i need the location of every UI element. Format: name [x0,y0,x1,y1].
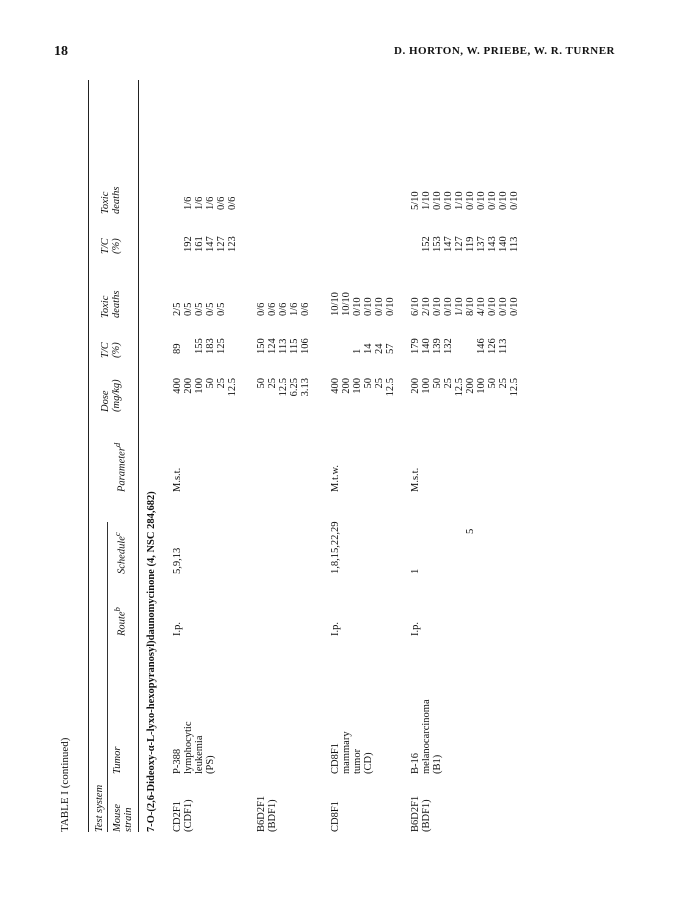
cell-strain: CD8F1 [330,801,341,832]
cell-toxic2: 1/10 [421,191,432,210]
cell-toxic1: 0/10 [487,297,498,316]
cell-toxic1: 0/5 [205,302,216,316]
cell-toxic2: 1/10 [454,191,465,210]
header-tc-2: T/C (%) [100,238,122,254]
cell-strain: B6D2F1 [256,795,267,832]
cell-tumor: lymphocytic [183,721,194,774]
cell-toxic1: 0/6 [278,302,289,316]
cell-toxic2: 0/10 [509,191,520,210]
cell-toxic2: 0/10 [498,191,509,210]
cell-tc2: 113 [509,236,520,252]
cell-tc1: 139 [432,338,443,354]
cell-dose: 100 [352,378,363,394]
header-dose: Dose (mg/kg) [100,379,122,412]
cell-tumor: (CD) [363,752,374,774]
cell-tumor: (B1) [432,754,443,774]
cell-toxic2: 0/10 [465,191,476,210]
cell-toxic1: 0/10 [385,297,396,316]
cell-dose: 12.5 [509,378,520,397]
cell-dose: 12.5 [454,378,465,397]
cell-tc2: 123 [227,236,238,252]
cell-tc1: 1 [352,348,363,354]
cell-strain: B6D2F1 [410,795,421,832]
cell-parameter: M.t.w. [330,464,341,492]
cell-toxic2: 0/10 [476,191,487,210]
cell-dose: 50 [205,378,216,389]
cell-dose: 50 [256,378,267,389]
header-route: Route$^b$ [112,607,128,636]
cell-route: I.p. [330,622,341,636]
header-tumor: Tumor [112,746,123,774]
cell-schedule: 5,9,13 [172,547,183,574]
cell-tumor: P-388 [172,748,183,774]
cell-toxic1: 4/10 [476,297,487,316]
cell-tc1: 132 [443,338,454,354]
header-mouse-strain: Mouse strain [112,804,134,832]
cell-dose: 50 [487,378,498,389]
test-system-underline [107,522,108,832]
cell-dose: 100 [421,378,432,394]
cell-toxic1: 0/10 [363,297,374,316]
rotated-table [60,80,610,832]
cell-toxic2: 5/10 [410,191,421,210]
cell-strain: (CDF1) [183,799,194,832]
cell-dose: 25 [267,378,278,389]
cell-toxic2: 1/6 [194,196,205,210]
cell-toxic1: 10/10 [330,292,341,316]
cell-tumor: B-16 [410,753,421,774]
cell-route: I.p. [410,622,421,636]
cell-toxic1: 0/5 [183,302,194,316]
cell-toxic1: 0/10 [432,297,443,316]
cell-toxic1: 0/10 [443,297,454,316]
cell-dose: 200 [465,378,476,394]
cell-tumor: mammary [341,731,352,774]
cell-dose: 200 [183,378,194,394]
cell-strain: (BDF1) [267,799,278,832]
cell-toxic2: 0/10 [432,191,443,210]
cell-tumor: tumor [352,748,363,774]
cell-toxic1: 0/10 [498,297,509,316]
cell-tumor: (PS) [205,755,216,774]
header-parameter: Parameter$^d$ [112,442,128,492]
cell-tc1: 113 [278,338,289,354]
cell-toxic2: 1/6 [183,196,194,210]
cell-toxic2: 1/6 [205,196,216,210]
cell-toxic1: 0/10 [509,297,520,316]
cell-dose: 25 [216,378,227,389]
cell-schedule: 1,8,15,22,29 [330,521,341,574]
cell-dose: 3.13 [300,378,311,397]
cell-tc1: 14 [363,343,374,354]
cell-toxic1: 1/6 [289,302,300,316]
cell-toxic1: 0/5 [194,302,205,316]
header-schedule: Schedule$^c$ [112,532,128,574]
table-top-rule [88,80,89,832]
cell-toxic2: 0/6 [227,196,238,210]
cell-toxic1: 0/10 [352,297,363,316]
cell-dose: 25 [498,378,509,389]
cell-tc1: 24 [374,343,385,354]
cell-tc1: 155 [194,338,205,354]
cell-tc2: 192 [183,236,194,252]
cell-dose: 25 [374,378,385,389]
cell-tc2: 147 [443,236,454,252]
header-toxic-1: Toxic deaths [100,290,122,318]
cell-tc1: 146 [476,338,487,354]
cell-parameter: M.s.t. [172,467,183,492]
cell-tc1: 57 [385,343,396,354]
cell-strain: (BDF1) [421,799,432,832]
running-head: D. HORTON, W. PRIEBE, W. R. TURNER [394,45,615,57]
cell-toxic1: 10/10 [341,292,352,316]
cell-tc2: 152 [421,236,432,252]
header-test-system: Test system [94,784,105,832]
table-caption: TABLE I (continued) [59,737,71,832]
cell-toxic1: 1/10 [454,297,465,316]
cell-toxic1: 0/10 [374,297,385,316]
cell-tc2: 161 [194,236,205,252]
cell-dose: 6.25 [289,378,300,397]
cell-dose: 400 [172,378,183,394]
cell-dose: 50 [363,378,374,389]
cell-toxic1: 2/10 [421,297,432,316]
cell-tc2: 127 [454,236,465,252]
cell-tc1: 183 [205,338,216,354]
compound-heading: 7-O-(2,6-Dideoxy-α-L-lyxo-hexopyranosyl)daunomycinone (4, NSC 284,682) [146,491,157,832]
cell-strain: CD2F1 [172,801,183,832]
cell-parameter: M.s.t. [410,467,421,492]
cell-tc1: 89 [172,343,183,354]
cell-dose: 50 [432,378,443,389]
header-toxic-2: Toxic deaths [100,186,122,214]
cell-toxic1: 0/5 [216,302,227,316]
cell-dose: 200 [410,378,421,394]
cell-dose: 12.5 [227,378,238,397]
cell-tc2: 140 [498,236,509,252]
cell-tc1: 125 [216,338,227,354]
cell-dose: 12.5 [385,378,396,397]
cell-dose: 12.5 [278,378,289,397]
cell-toxic2: 0/10 [487,191,498,210]
cell-tc1: 106 [300,338,311,354]
cell-tc1: 179 [410,338,421,354]
cell-tc2: 143 [487,236,498,252]
cell-tc2: 147 [205,236,216,252]
page-number: 18 [54,44,68,59]
cell-tc1: 124 [267,338,278,354]
cell-tc2: 127 [216,236,227,252]
cell-toxic1: 0/6 [300,302,311,316]
cell-dose: 100 [194,378,205,394]
cell-tc1: 140 [421,338,432,354]
cell-tc2: 153 [432,236,443,252]
cell-schedule: 5 [465,528,476,534]
cell-route: I.p. [172,622,183,636]
cell-tc1: 115 [289,338,300,354]
cell-dose: 25 [443,378,454,389]
cell-tc1: 113 [498,338,509,354]
cell-tumor: leukemia [194,735,205,774]
cell-toxic1: 6/10 [410,297,421,316]
cell-tc2: 119 [465,236,476,252]
cell-schedule: 1 [410,568,421,574]
cell-toxic2: 0/10 [443,191,454,210]
cell-dose: 400 [330,378,341,394]
cell-tc1: 126 [487,338,498,354]
cell-toxic1: 0/6 [267,302,278,316]
header-tc-1: T/C (%) [100,342,122,358]
cell-toxic1: 2/5 [172,302,183,316]
cell-toxic2: 0/6 [216,196,227,210]
cell-toxic1: 8/10 [465,297,476,316]
cell-toxic1: 0/6 [256,302,267,316]
header-bottom-rule [138,80,139,832]
cell-tc2: 137 [476,236,487,252]
cell-dose: 200 [341,378,352,394]
cell-tc1: 150 [256,338,267,354]
cell-dose: 100 [476,378,487,394]
cell-tumor: CD8F1 [330,743,341,774]
cell-tumor: melanocarcinoma [421,699,432,774]
